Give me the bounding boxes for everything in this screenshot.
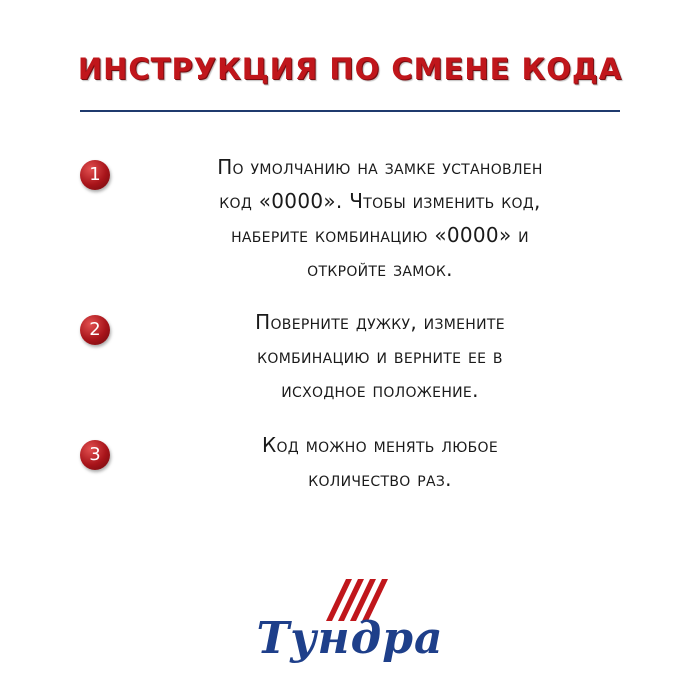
step-text-line: исходное положение. bbox=[281, 378, 479, 402]
step-text bbox=[120, 150, 640, 286]
step-text bbox=[120, 305, 640, 407]
title-divider bbox=[80, 110, 620, 112]
step-text-line: комбинацию и верните ее в bbox=[257, 344, 503, 368]
step-text-line: наберите комбинацию «0000» и bbox=[231, 223, 529, 247]
page-title: ИНСТРУКЦИЯ ПО СМЕНЕ КОДА bbox=[77, 52, 623, 86]
step-3 bbox=[60, 428, 640, 508]
brand-logo bbox=[250, 575, 450, 685]
step-number-badge: 3 bbox=[80, 440, 110, 470]
step-text-line: код «0000». Чтобы изменить код, bbox=[219, 189, 541, 213]
step-text-line: Код можно менять любое bbox=[261, 433, 498, 457]
step-1 bbox=[60, 150, 640, 290]
step-text-line: Поверните дужку, измените bbox=[255, 310, 505, 334]
step-text-line: По умолчанию на замке установлен bbox=[217, 155, 543, 179]
step-text-line: количество раз. bbox=[308, 467, 452, 491]
step-number-badge: 1 bbox=[80, 160, 110, 190]
logo-text: Тундра bbox=[256, 613, 444, 664]
step-text-line: откройте замок. bbox=[307, 257, 453, 281]
step-text bbox=[120, 428, 640, 496]
step-number-badge: 2 bbox=[80, 315, 110, 345]
step-2 bbox=[60, 305, 640, 415]
